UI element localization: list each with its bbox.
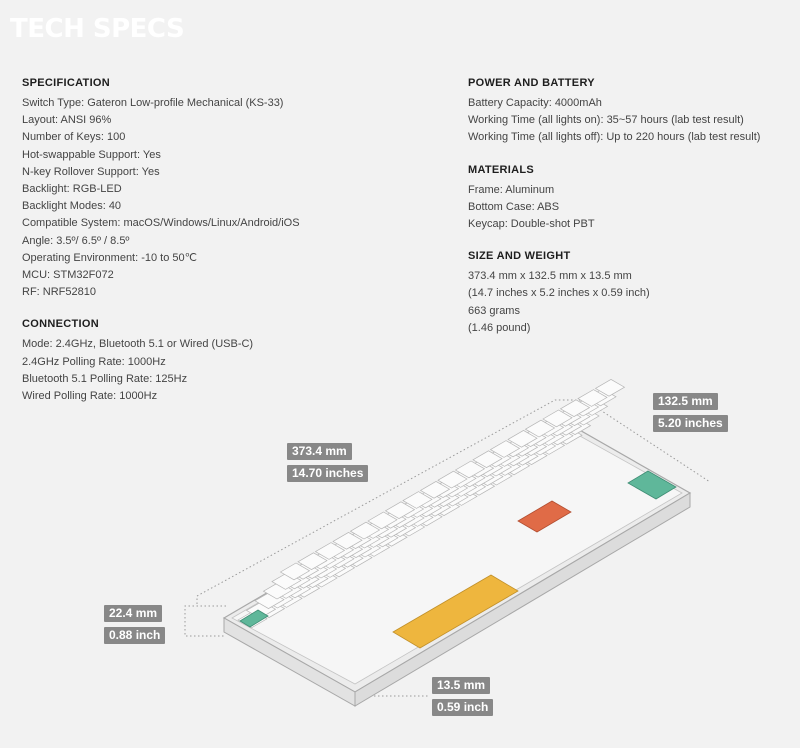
spec-line: Wired Polling Rate: 1000Hz: [22, 390, 158, 403]
spec-line: N-key Rollover Support: Yes: [22, 165, 160, 178]
front-height-inch-label: 0.88 inch: [104, 627, 165, 644]
spec-line: RF: NRF52810: [22, 286, 96, 299]
spec-line: Battery Capacity: 4000mAh: [468, 97, 602, 109]
front-height-mm-label: 22.4 mm: [104, 605, 162, 622]
keyboard-body: [224, 420, 690, 706]
section-heading: POWER AND BATTERY: [468, 77, 595, 89]
spec-line: Mode: 2.4GHz, Bluetooth 5.1 or Wired (USB-C): [22, 338, 254, 351]
spec-line: Compatible System: macOS/Windows/Linux/Android/iOS: [22, 217, 300, 230]
spec-line: Working Time (all lights on): 35~57 hours (lab test result): [468, 114, 744, 127]
spec-line: (1.46 pound): [468, 321, 531, 334]
spec-line: Angle: 3.5º/ 6.5º / 8.5º: [22, 234, 130, 247]
spec-line: Frame: Aluminum: [468, 183, 555, 196]
spec-line: Bottom Case: ABS: [468, 200, 560, 213]
page-title: TECH SPECS: [10, 14, 185, 44]
spec-line: 663 grams: [468, 304, 520, 317]
length-mm-label: 373.4 mm: [287, 443, 352, 460]
spec-line: Hot-swappable Support: Yes: [22, 148, 161, 161]
spec-line: Keycap: Double-shot PBT: [468, 218, 595, 231]
spec-line: Working Time (all lights off): Up to 220 hours (lab test result): [468, 131, 761, 144]
spec-line: Operating Environment: -10 to 50℃: [22, 251, 198, 264]
spec-line: 2.4GHz Polling Rate: 1000Hz: [22, 355, 166, 368]
spec-line: Backlight: RGB-LED: [22, 183, 122, 196]
height-inch-label: 0.59 inch: [432, 699, 493, 716]
section-heading: MATERIALS: [468, 163, 535, 176]
spec-line: Layout: ANSI 96%: [22, 114, 112, 127]
spec-line: 373.4 mm x 132.5 mm x 13.5 mm: [468, 270, 632, 283]
spec-line: MCU: STM32F072: [22, 269, 114, 282]
depth-mm-label: 132.5 mm: [653, 393, 718, 410]
section-heading: CONNECTION: [22, 318, 99, 331]
height-mm-label: 13.5 mm: [432, 677, 490, 694]
spec-line: Number of Keys: 100: [22, 131, 126, 144]
spec-line: Bluetooth 5.1 Polling Rate: 125Hz: [22, 372, 188, 385]
spec-line: (14.7 inches x 5.2 inches x 0.59 inch): [468, 287, 650, 300]
length-inch-label: 14.70 inches: [287, 465, 368, 482]
spec-line: Switch Type: Gateron Low-profile Mechanical (KS-33): [22, 97, 284, 109]
depth-inch-label: 5.20 inches: [653, 415, 728, 432]
section-heading: SIZE AND WEIGHT: [468, 250, 571, 263]
section-heading: SPECIFICATION: [22, 77, 111, 89]
spec-line: Backlight Modes: 40: [22, 200, 122, 213]
